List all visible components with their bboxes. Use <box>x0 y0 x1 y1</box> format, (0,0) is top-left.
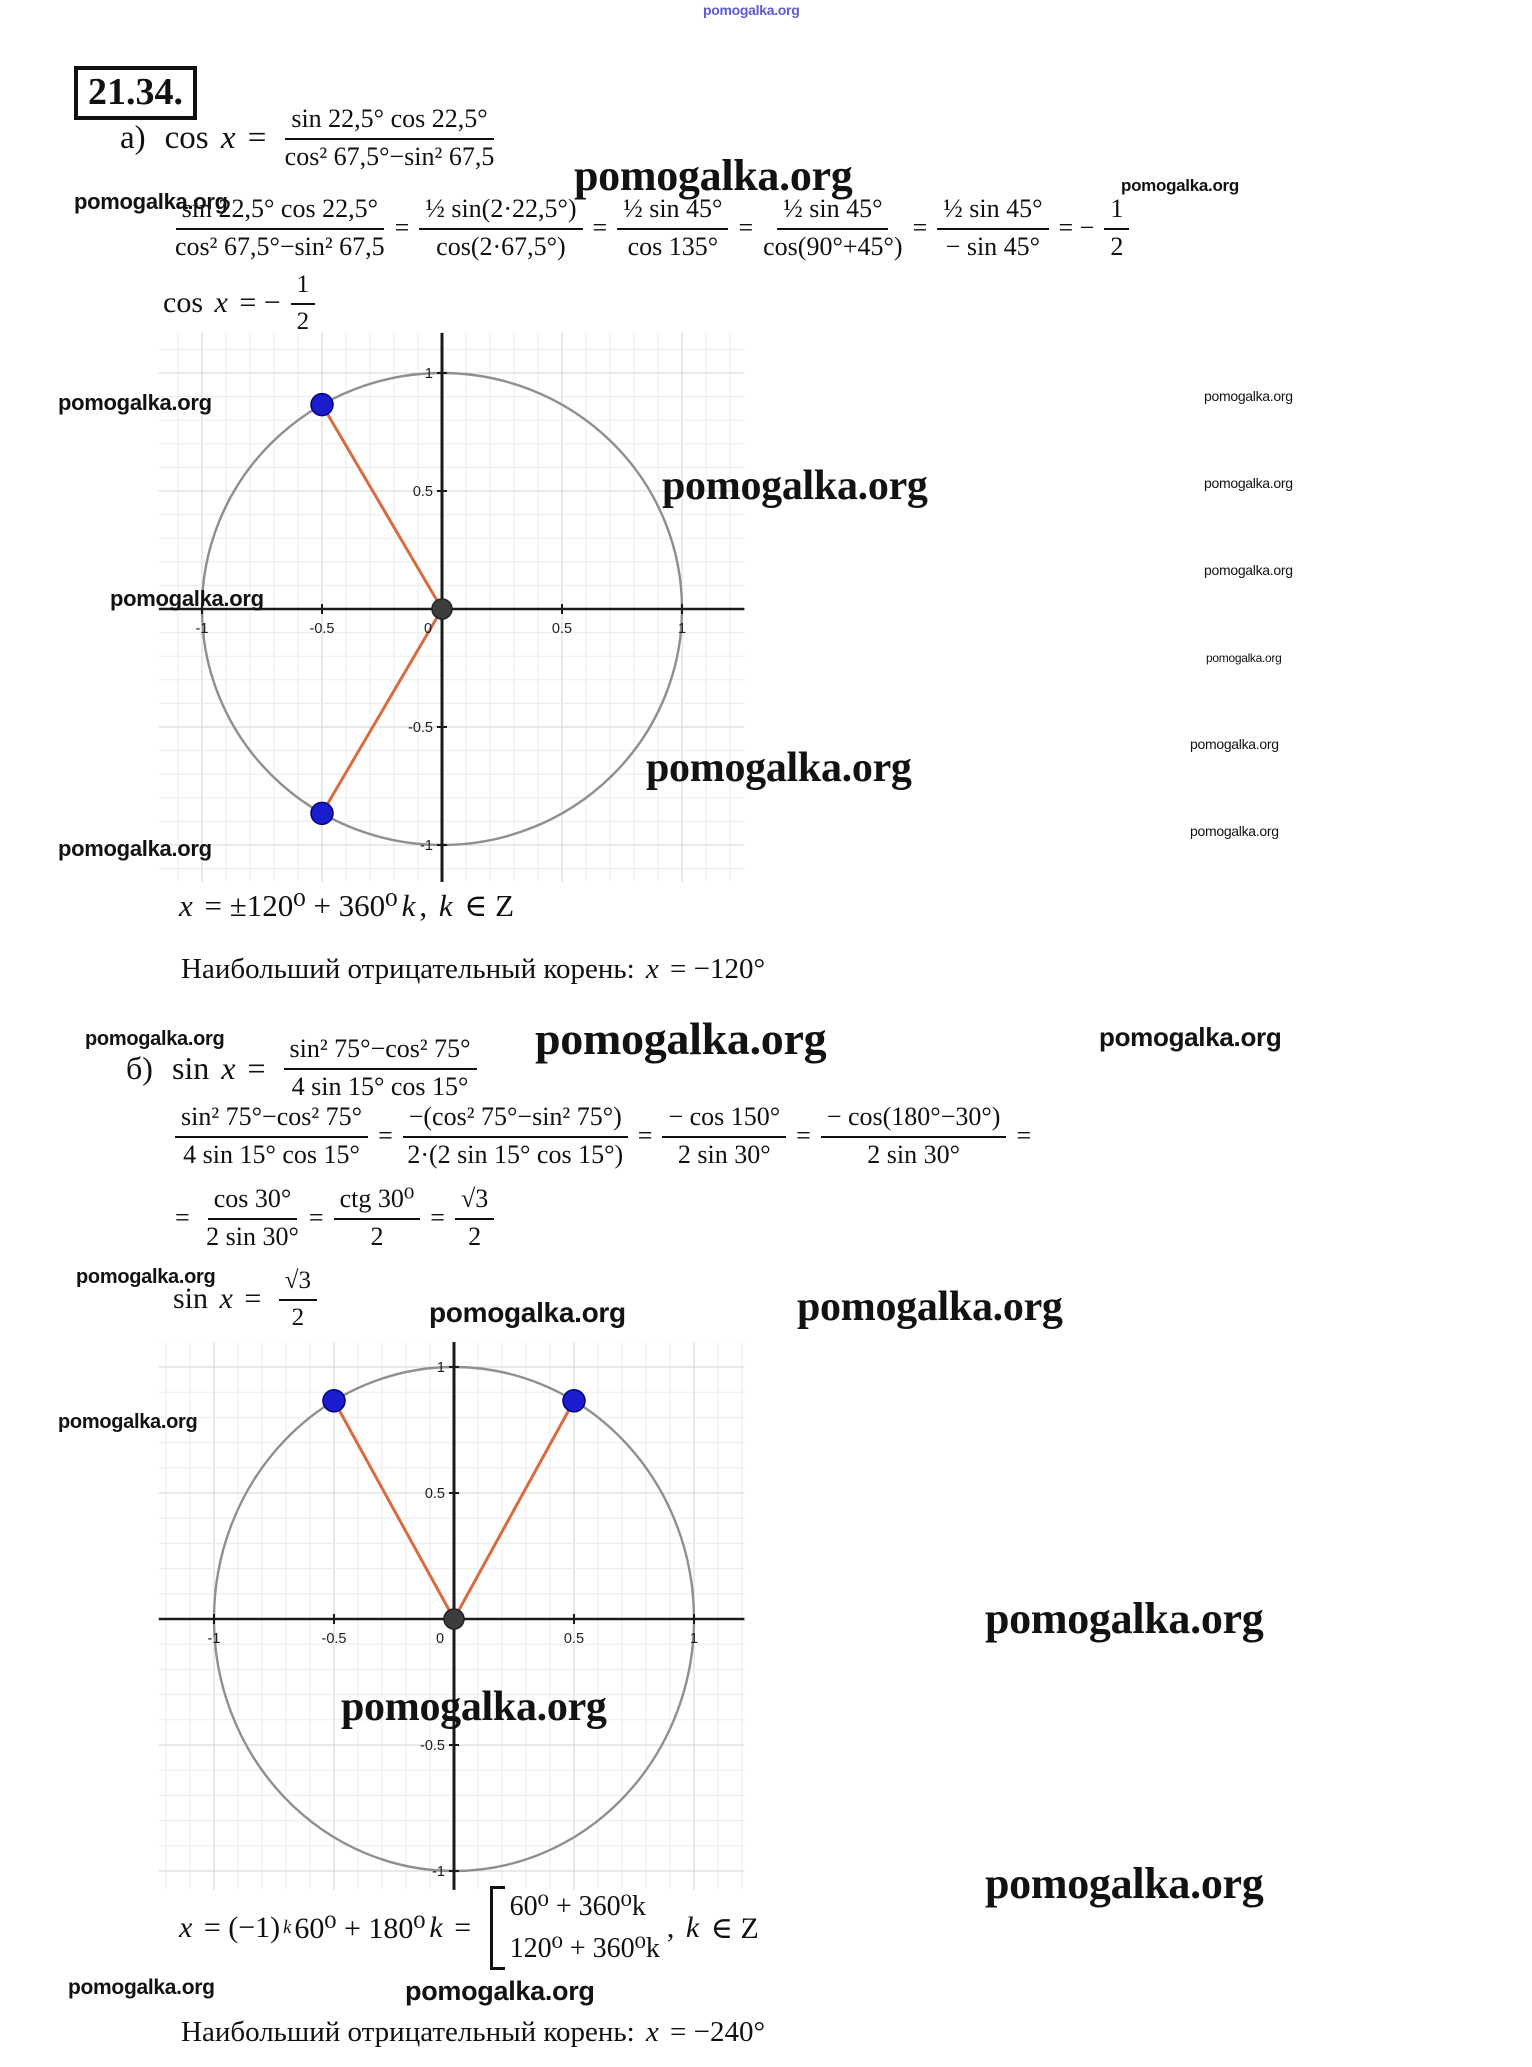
math-text: = <box>308 1203 324 1233</box>
numerator: − cos(180°−30°) <box>821 1102 1007 1138</box>
math-text: = <box>430 1203 445 1233</box>
denominator: 2·(2 sin 15° cos 15°) <box>407 1139 624 1169</box>
math-text: = <box>1016 1121 1032 1151</box>
math-variable: x <box>645 2016 659 2048</box>
case-row: 120⁰ + 360⁰k <box>509 1933 660 1964</box>
equation-a-result <box>160 270 322 336</box>
math-variable: x <box>645 953 659 985</box>
equation-a-max-root <box>178 953 768 986</box>
numerator: sin² 75°−cos² 75° <box>284 1034 477 1070</box>
denominator: cos² 67,5°−sin² 67,5 <box>175 231 385 261</box>
y-axis-label: 0.5 <box>424 1486 445 1502</box>
numerator: 1 <box>1104 194 1129 230</box>
y-axis-label: 1 <box>424 366 433 382</box>
y-axis-label: -0.5 <box>408 720 433 736</box>
watermark-text: pomogalka.org <box>646 745 912 791</box>
watermark-text: pomogalka.org <box>797 1284 1063 1330</box>
denominator: 2 <box>1110 231 1124 261</box>
math-variable: x <box>221 1049 236 1086</box>
y-axis-label: 1 <box>436 1360 445 1376</box>
fraction <box>279 1266 317 1332</box>
math-text: Наибольший отрицательный корень: <box>181 953 642 985</box>
math-text: = <box>175 1203 197 1233</box>
part-b-label: б) <box>126 1049 153 1086</box>
numerator: sin 22,5° cos 22,5° <box>285 104 493 140</box>
radius-line <box>322 609 442 813</box>
denominator: 4 sin 15° cos 15° <box>291 1071 469 1101</box>
equation-b-chain-1 <box>168 1102 1034 1170</box>
origin-dot <box>432 599 452 619</box>
math-text: = <box>796 1121 811 1151</box>
equation-a-roots <box>178 888 517 924</box>
numerator: √3 <box>455 1184 494 1220</box>
math-text: cos <box>164 119 217 156</box>
x-axis-label: 0.5 <box>551 621 573 637</box>
math-variable: k <box>429 1911 443 1944</box>
watermark-text: pomogalka.org <box>535 1013 827 1064</box>
y-axis-label: -1 <box>420 838 433 854</box>
fraction <box>291 270 316 336</box>
math-text: sin <box>173 1282 216 1315</box>
y-axis-label: -1 <box>432 1864 445 1880</box>
watermark-text: pomogalka.org <box>429 1297 626 1328</box>
part-a-label: а) <box>120 119 146 156</box>
math-text: = − <box>1058 213 1095 243</box>
numerator: ctg 30⁰ <box>334 1184 421 1220</box>
radius-line <box>454 1401 574 1619</box>
equation-a-chain <box>168 194 1136 262</box>
math-text: , <box>419 888 435 923</box>
numerator: ½ sin(2·22,5°) <box>419 194 582 230</box>
denominator: cos(90°+45°) <box>763 231 903 261</box>
numerator: √3 <box>279 1266 317 1301</box>
math-text: = <box>592 213 608 243</box>
math-variable: x <box>214 286 228 319</box>
denominator: − sin 45° <box>945 231 1041 261</box>
watermark-text: pomogalka.org <box>76 1266 216 1288</box>
cases-rows <box>505 1886 660 1970</box>
watermark-text: pomogalka.org <box>574 151 853 200</box>
case-row: 60⁰ + 360⁰k <box>509 1891 646 1922</box>
numerator: sin² 75°−cos² 75° <box>175 1102 368 1138</box>
math-text: = <box>394 213 410 243</box>
x-axis-label: -1 <box>207 1631 221 1647</box>
math-text: = <box>378 1121 393 1151</box>
watermark-text: pomogalka.org <box>74 189 228 214</box>
watermark-text: pomogalka.org <box>58 836 212 861</box>
math-variable: k <box>401 888 416 923</box>
radius-line <box>334 1401 454 1619</box>
denominator: cos 135° <box>627 231 719 261</box>
watermark-text: pomogalka.org <box>1190 823 1279 839</box>
solution-point-dot <box>563 1390 585 1412</box>
math-text: = <box>239 1049 274 1086</box>
denominator: 2 <box>468 1221 482 1251</box>
radius-line <box>322 405 442 609</box>
math-text: = <box>738 213 754 243</box>
numerator: ½ sin 45° <box>777 194 888 230</box>
numerator: 1 <box>291 270 316 305</box>
math-text: = <box>239 119 275 156</box>
y-axis-label: -0.5 <box>420 1738 445 1754</box>
x-axis-label: 0 <box>423 621 433 637</box>
math-text: = <box>637 1121 653 1151</box>
equation-b-chain-2 <box>172 1184 501 1252</box>
solution-point-dot <box>311 394 333 416</box>
numerator: ½ sin 45° <box>617 194 728 230</box>
math-variable: k <box>685 1911 700 1944</box>
y-axis-label: 0.5 <box>412 484 433 500</box>
fraction <box>763 194 902 262</box>
denominator: 2 <box>296 307 310 335</box>
x-axis-label: 1 <box>677 621 687 637</box>
fraction <box>455 1184 494 1252</box>
watermark-text: pomogalka.org <box>58 1411 198 1433</box>
watermark-text: pomogalka.org <box>1204 562 1293 578</box>
watermark-text: pomogalka.org <box>1190 736 1279 752</box>
denominator: 2 sin 30° <box>206 1221 299 1251</box>
fraction <box>937 194 1048 262</box>
math-text: = <box>236 1282 269 1315</box>
x-axis-label: -0.5 <box>321 1631 347 1647</box>
math-text: = −120° <box>662 953 766 985</box>
math-text: , <box>666 1911 682 1944</box>
math-text: cos <box>163 286 211 319</box>
fraction <box>285 104 495 172</box>
math-variable: x <box>179 888 193 923</box>
equation-b-roots: x = (−1) k 60⁰ + 180⁰ k = 60⁰ + 360⁰k 120⁰ + 360⁰k , k ∈ Z <box>178 1886 762 1970</box>
numerator: − cos 150° <box>662 1102 786 1138</box>
fraction <box>617 194 728 262</box>
numerator: cos 30° <box>208 1184 298 1220</box>
math-text: 60⁰ + 180⁰ <box>294 1911 426 1945</box>
numerator: ½ sin 45° <box>937 194 1048 230</box>
denominator: 2 sin 30° <box>677 1139 771 1169</box>
denominator: cos² 67,5°−sin² 67,5 <box>284 141 495 171</box>
solution-point-dot <box>323 1390 345 1412</box>
denominator: cos(2·67,5°) <box>436 231 566 261</box>
math-text: = (−1) <box>196 1911 281 1944</box>
math-text: = − <box>231 286 281 319</box>
denominator: 2 <box>291 1303 305 1331</box>
watermark-text: pomogalka.org <box>703 2 800 18</box>
fraction <box>662 1102 786 1170</box>
fraction <box>284 1034 477 1102</box>
x-axis-label: 0 <box>435 1631 445 1647</box>
x-axis-label: 1 <box>689 1631 699 1647</box>
watermark-text: pomogalka.org <box>68 1976 215 1999</box>
fraction <box>403 1102 628 1170</box>
x-axis-label: 0.5 <box>563 1631 585 1647</box>
math-text: = <box>912 213 928 243</box>
fraction <box>334 1184 421 1252</box>
math-text: ∈ Z <box>703 1911 759 1945</box>
math-variable: x <box>219 1282 233 1315</box>
numerator: −(cos² 75°−sin² 75°) <box>403 1102 628 1138</box>
watermark-text: pomogalka.org <box>1206 651 1282 665</box>
watermark-text: pomogalka.org <box>405 1976 595 2006</box>
denominator: 4 sin 15° cos 15° <box>183 1139 360 1169</box>
watermark-text: pomogalka.org <box>1204 475 1293 491</box>
math-text: = −240° <box>662 2016 766 2048</box>
denominator: 2 <box>370 1221 384 1251</box>
watermark-text: pomogalka.org <box>58 390 212 415</box>
fraction <box>1104 194 1129 262</box>
cases-bracket <box>490 1886 505 1970</box>
unit-circle-diagram-b <box>158 1342 745 1890</box>
fraction <box>175 1102 368 1170</box>
origin-dot <box>444 1609 464 1629</box>
math-variable: x <box>179 1911 193 1944</box>
fraction <box>821 1102 1007 1170</box>
watermark-text: pomogalka.org <box>985 1594 1264 1643</box>
numerator: sin 22,5° cos 22,5° <box>176 194 384 230</box>
problem-number: 21.34. <box>74 66 197 120</box>
math-variable: x <box>220 119 236 156</box>
watermark-text: pomogalka.org <box>1099 1022 1282 1052</box>
cases-group <box>490 1886 660 1970</box>
watermark-text: pomogalka.org <box>85 1028 225 1050</box>
watermark-text: pomogalka.org <box>110 586 264 611</box>
math-variable: k <box>438 888 453 923</box>
x-axis-label: -1 <box>195 621 209 637</box>
x-axis-label: -0.5 <box>309 621 335 637</box>
watermark-text: pomogalka.org <box>341 1684 607 1730</box>
solution-point-dot <box>311 802 333 824</box>
math-text: = ±120⁰ + 360⁰ <box>196 888 398 923</box>
watermark-text: pomogalka.org <box>662 463 928 509</box>
fraction <box>206 1184 299 1252</box>
fraction <box>419 194 582 262</box>
math-text: ∈ Z <box>456 888 515 923</box>
equation-b-max-root <box>178 2016 768 2049</box>
math-text: = <box>446 1911 479 1944</box>
watermark-text: pomogalka.org <box>985 1859 1264 1908</box>
denominator: 2 sin 30° <box>867 1139 960 1169</box>
math-text: Наибольший отрицательный корень: <box>181 2016 642 2048</box>
watermark-text: pomogalka.org <box>1121 176 1239 195</box>
math-text: sin <box>171 1049 218 1086</box>
watermark-text: pomogalka.org <box>1204 388 1293 404</box>
